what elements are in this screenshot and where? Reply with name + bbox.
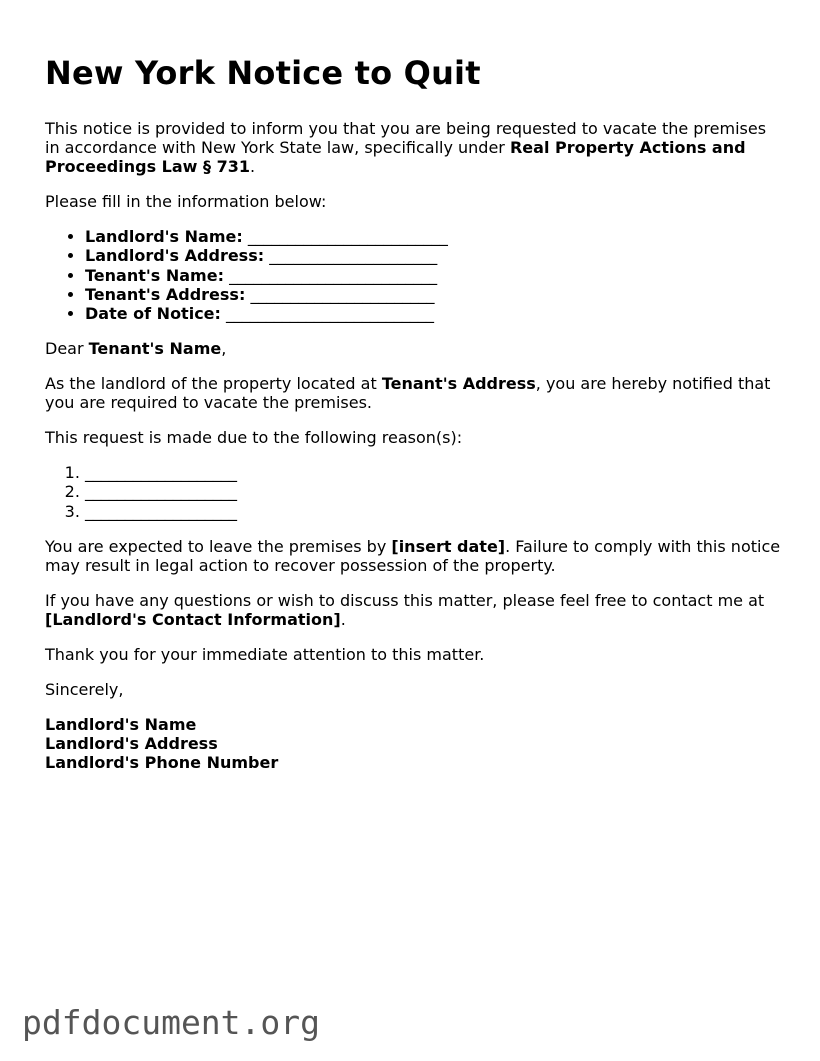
contact-text-before: If you have any questions or wish to discuss this matter, please feel free to contact me at	[45, 590, 765, 610]
reason-item: 2. ___________________	[85, 482, 785, 501]
watermark: pdfdocument.org	[22, 1003, 321, 1042]
salutation-prefix: Dear	[45, 339, 89, 359]
salutation	[45, 339, 785, 358]
intro-text: This notice is provided to inform you that you are being requested to vacate the premises in accordance with New York State law, specifically under	[45, 119, 767, 158]
document-page	[45, 56, 785, 772]
page-title: New York Notice to Quit	[45, 54, 481, 92]
field-label: Landlord's Address:	[85, 246, 265, 266]
reasons-intro: This request is made due to the following reason(s):	[45, 428, 463, 448]
signature-phone: Landlord's Phone Number	[45, 753, 279, 773]
reason-item: 3. ___________________	[85, 502, 785, 521]
reason-item: 1. ___________________	[85, 463, 785, 482]
contact-paragraph	[45, 591, 785, 629]
contact-text-after: .	[340, 609, 346, 629]
contact-info: [Landlord's Contact Information]	[45, 609, 341, 629]
field-label: Tenant's Address:	[85, 284, 246, 304]
field-blank: _____________________	[269, 246, 438, 266]
notice-address: Tenant's Address	[381, 374, 536, 394]
instruction-text: Please fill in the information below:	[45, 192, 327, 212]
field-blank: __________________________	[226, 304, 435, 323]
signature-name: Landlord's Name	[45, 714, 197, 734]
deadline-date: [insert date]	[391, 536, 506, 556]
deadline-text-after: . Failure to comply with this notice may result in legal action to recover possession of the property.	[45, 536, 781, 575]
deadline-paragraph	[45, 537, 785, 575]
intro-period: .	[249, 157, 256, 177]
law-reference: Real Property Actions and Proceedings Law § 731	[45, 138, 746, 177]
signature-block	[45, 715, 785, 773]
thanks-text: Thank you for your immediate attention to this matter.	[45, 644, 485, 664]
field-tenant-name	[85, 266, 785, 285]
field-blank: __________________________	[229, 265, 438, 285]
signature-address: Landlord's Address	[45, 734, 218, 754]
notice-paragraph	[45, 374, 785, 412]
fields-list	[45, 227, 785, 323]
notice-text-before: As the landlord of the property located at	[45, 374, 382, 394]
notice-text-after: , you are hereby notified that you are required to vacate the premises.	[45, 374, 771, 413]
field-tenant-address	[85, 285, 785, 304]
field-landlord-name	[85, 227, 785, 246]
field-date-of-notice	[85, 304, 785, 323]
salutation-suffix: ,	[221, 339, 227, 359]
closing-text: Sincerely,	[45, 679, 124, 699]
field-label: Date of Notice:	[85, 304, 221, 323]
reasons-list	[45, 463, 785, 521]
field-blank: _______________________	[250, 284, 435, 304]
field-label: Landlord's Name:	[85, 227, 243, 247]
field-label: Tenant's Name:	[85, 265, 224, 285]
intro-paragraph	[45, 119, 785, 176]
salutation-name: Tenant's Name	[88, 339, 222, 359]
field-blank: _________________________	[247, 227, 448, 247]
deadline-text-before: You are expected to leave the premises by	[45, 536, 392, 556]
field-landlord-address	[85, 246, 785, 265]
